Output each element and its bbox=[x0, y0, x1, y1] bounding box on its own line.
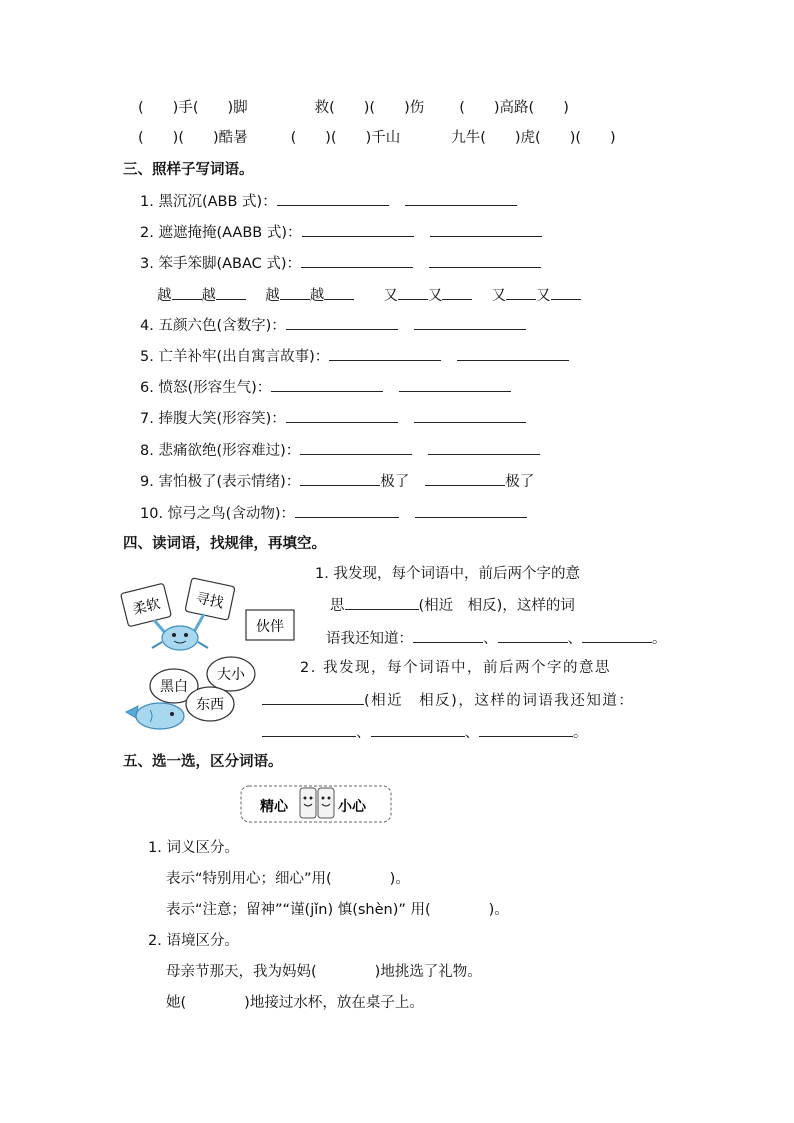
word-box bbox=[246, 610, 294, 640]
section-4-q1-line3 bbox=[326, 628, 667, 649]
section-4-q2-line3 bbox=[262, 722, 588, 743]
word-pair-banner bbox=[240, 782, 394, 826]
section-4-title: 四、读词语，找规律，再填空。 bbox=[123, 536, 326, 552]
separator: 、 bbox=[464, 725, 479, 741]
item-text: 黑沉沉(ABB 式)： bbox=[158, 194, 277, 210]
answer-blank[interactable] bbox=[429, 253, 541, 268]
fill-item: ( )高路( ) bbox=[459, 100, 569, 116]
answer-blank[interactable] bbox=[324, 285, 354, 300]
word-left: 精心 bbox=[260, 799, 288, 815]
section-3-item-5 bbox=[140, 346, 569, 367]
item-number: 10. bbox=[140, 506, 164, 522]
section-3-item-1 bbox=[140, 191, 517, 212]
fill-item: ( )( )千山 bbox=[290, 130, 401, 146]
fill-item: 九牛( )虎( )( ) bbox=[451, 130, 616, 146]
answer-blank[interactable] bbox=[457, 346, 569, 361]
word-card-text: 柔软 bbox=[130, 595, 163, 619]
answer-blank[interactable] bbox=[398, 285, 428, 300]
answer-blank[interactable] bbox=[286, 408, 398, 423]
answer-blank[interactable] bbox=[302, 222, 414, 237]
answer-blank[interactable] bbox=[442, 285, 472, 300]
answer-blank[interactable] bbox=[430, 222, 542, 237]
section-5-sub1-b: 表示“注意；留神”“谨(jǐn) 慎(shèn)” 用( )。 bbox=[166, 902, 509, 918]
word-card-left bbox=[121, 583, 172, 627]
fill-item: 救( )( )伤 bbox=[314, 100, 425, 116]
item-text: 亡羊补牢(出自寓言故事)： bbox=[158, 349, 330, 365]
item-text: 遮遮掩掩(AABB 式)： bbox=[158, 225, 302, 241]
item-number: 1. bbox=[140, 194, 154, 210]
answer-blank[interactable] bbox=[300, 471, 380, 486]
word-right: 小心 bbox=[338, 799, 366, 815]
answer-blank[interactable] bbox=[345, 595, 419, 610]
pattern-char: 越 bbox=[201, 288, 216, 304]
text-fragment: 思 bbox=[330, 598, 345, 614]
fish-illustration bbox=[120, 654, 260, 734]
answer-blank[interactable] bbox=[172, 285, 202, 300]
pattern-char: 越 bbox=[265, 288, 280, 304]
suffix-text: 极了 bbox=[380, 474, 410, 490]
section-3-title: 三、照样子写词语。 bbox=[123, 162, 254, 178]
section-3-item-7 bbox=[140, 408, 526, 429]
answer-blank[interactable] bbox=[277, 191, 389, 206]
section-3-item-4 bbox=[140, 315, 526, 336]
answer-blank[interactable] bbox=[479, 722, 573, 737]
word-card-right bbox=[185, 578, 235, 620]
pattern-char: 又 bbox=[491, 288, 507, 304]
answer-blank[interactable] bbox=[262, 690, 364, 705]
section-3-item-8 bbox=[140, 440, 540, 461]
answer-blank[interactable] bbox=[280, 285, 310, 300]
answer-blank[interactable] bbox=[371, 722, 465, 737]
text-fragment: (相近 相反)，这样的词 bbox=[418, 598, 575, 614]
section-3-item-9 bbox=[140, 471, 534, 492]
item-text: 惊弓之鸟(含动物)： bbox=[167, 506, 295, 522]
item-number: 8. bbox=[140, 443, 154, 459]
answer-blank[interactable] bbox=[399, 377, 511, 392]
answer-blank[interactable] bbox=[262, 722, 356, 737]
item-text: 捧腹大笑(形容笑)： bbox=[158, 411, 286, 427]
section-4-q1-line1: 1. 我发现，每个词语中，前后两个字的意 bbox=[315, 566, 580, 582]
answer-blank[interactable] bbox=[428, 440, 540, 455]
separator: 、 bbox=[356, 725, 371, 741]
pattern-char: 越 bbox=[157, 288, 172, 304]
section-3-pattern-row bbox=[157, 285, 581, 306]
section-3-item-10 bbox=[140, 503, 527, 524]
pattern-char: 越 bbox=[309, 288, 325, 304]
separator: 、 bbox=[483, 631, 498, 647]
answer-blank[interactable] bbox=[425, 471, 505, 486]
section-3-item-2 bbox=[140, 222, 542, 243]
separator: 、 bbox=[567, 631, 582, 647]
item-text: 笨手笨脚(ABAC 式)： bbox=[158, 256, 302, 272]
answer-blank[interactable] bbox=[413, 628, 483, 643]
section-5-title: 五、选一选，区分词语。 bbox=[123, 754, 283, 770]
section-4-q1-line2 bbox=[330, 595, 575, 616]
answer-blank[interactable] bbox=[498, 628, 568, 643]
answer-blank[interactable] bbox=[271, 377, 383, 392]
answer-blank[interactable] bbox=[582, 628, 652, 643]
bubble-text: 黑白 bbox=[160, 679, 188, 695]
item-text: 悲痛欲绝(形容难过)： bbox=[158, 443, 301, 459]
answer-blank[interactable] bbox=[216, 285, 246, 300]
answer-blank[interactable] bbox=[551, 285, 581, 300]
bubble-top bbox=[207, 657, 255, 691]
section-3-item-3 bbox=[140, 253, 541, 274]
suffix-text: 极了 bbox=[505, 474, 535, 490]
item-number: 5. bbox=[140, 349, 154, 365]
word-card-text: 寻找 bbox=[194, 590, 225, 612]
section-5-sub1: 1. 词义区分。 bbox=[148, 840, 239, 856]
bubble-text: 东西 bbox=[196, 697, 224, 713]
section-5-sub2: 2. 语境区分。 bbox=[148, 933, 239, 949]
item-number: 4. bbox=[140, 318, 154, 334]
answer-blank[interactable] bbox=[300, 440, 412, 455]
answer-blank[interactable] bbox=[414, 408, 526, 423]
separator: 。 bbox=[652, 631, 667, 647]
answer-blank[interactable] bbox=[295, 503, 399, 518]
answer-blank[interactable] bbox=[329, 346, 441, 361]
answer-blank[interactable] bbox=[286, 315, 398, 330]
item-number: 9. bbox=[140, 474, 154, 490]
section-4-q2-line2 bbox=[262, 690, 634, 711]
section-5-sub2-a: 母亲节那天，我为妈妈( )地挑选了礼物。 bbox=[166, 964, 482, 980]
answer-blank[interactable] bbox=[414, 315, 526, 330]
fill-item: ( )手( )脚 bbox=[138, 100, 248, 116]
section-4-q2-line1: 2. 我发现，每个词语中，前后两个字的意思 bbox=[300, 660, 611, 676]
bubble-right bbox=[186, 687, 234, 721]
crab-illustration bbox=[118, 574, 303, 654]
bubble-text: 大小 bbox=[217, 667, 245, 683]
fill-row-2 bbox=[138, 128, 616, 148]
text-fragment: (相近 相反)，这样的词语我还知道： bbox=[364, 693, 635, 709]
answer-blank[interactable] bbox=[506, 285, 536, 300]
answer-blank[interactable] bbox=[405, 191, 517, 206]
item-text: 愤怒(形容生气)： bbox=[158, 380, 272, 396]
answer-blank[interactable] bbox=[415, 503, 527, 518]
pattern-char: 又 bbox=[383, 288, 398, 304]
separator: 。 bbox=[573, 725, 588, 741]
item-text: 害怕极了(表示情绪)： bbox=[158, 474, 301, 490]
fill-item: ( )( )酷暑 bbox=[138, 130, 248, 146]
item-text: 五颜六色(含数字)： bbox=[158, 318, 286, 334]
word-box-text: 伙伴 bbox=[256, 619, 284, 635]
fill-row-1 bbox=[138, 98, 569, 118]
answer-blank[interactable] bbox=[301, 253, 413, 268]
item-number: 6. bbox=[140, 380, 154, 396]
section-3-item-6 bbox=[140, 377, 511, 398]
item-number: 7. bbox=[140, 411, 154, 427]
text-fragment: 语我还知道： bbox=[326, 631, 413, 647]
pattern-char: 又 bbox=[536, 288, 551, 304]
section-5-sub2-b: 她( )地接过水杯，放在桌子上。 bbox=[166, 995, 424, 1011]
pattern-char: 又 bbox=[427, 288, 443, 304]
section-5-sub1-a: 表示“特别用心；细心”用( )。 bbox=[166, 871, 410, 887]
fish-icon bbox=[126, 703, 184, 729]
item-number: 2. bbox=[140, 225, 154, 241]
item-number: 3. bbox=[140, 256, 154, 272]
